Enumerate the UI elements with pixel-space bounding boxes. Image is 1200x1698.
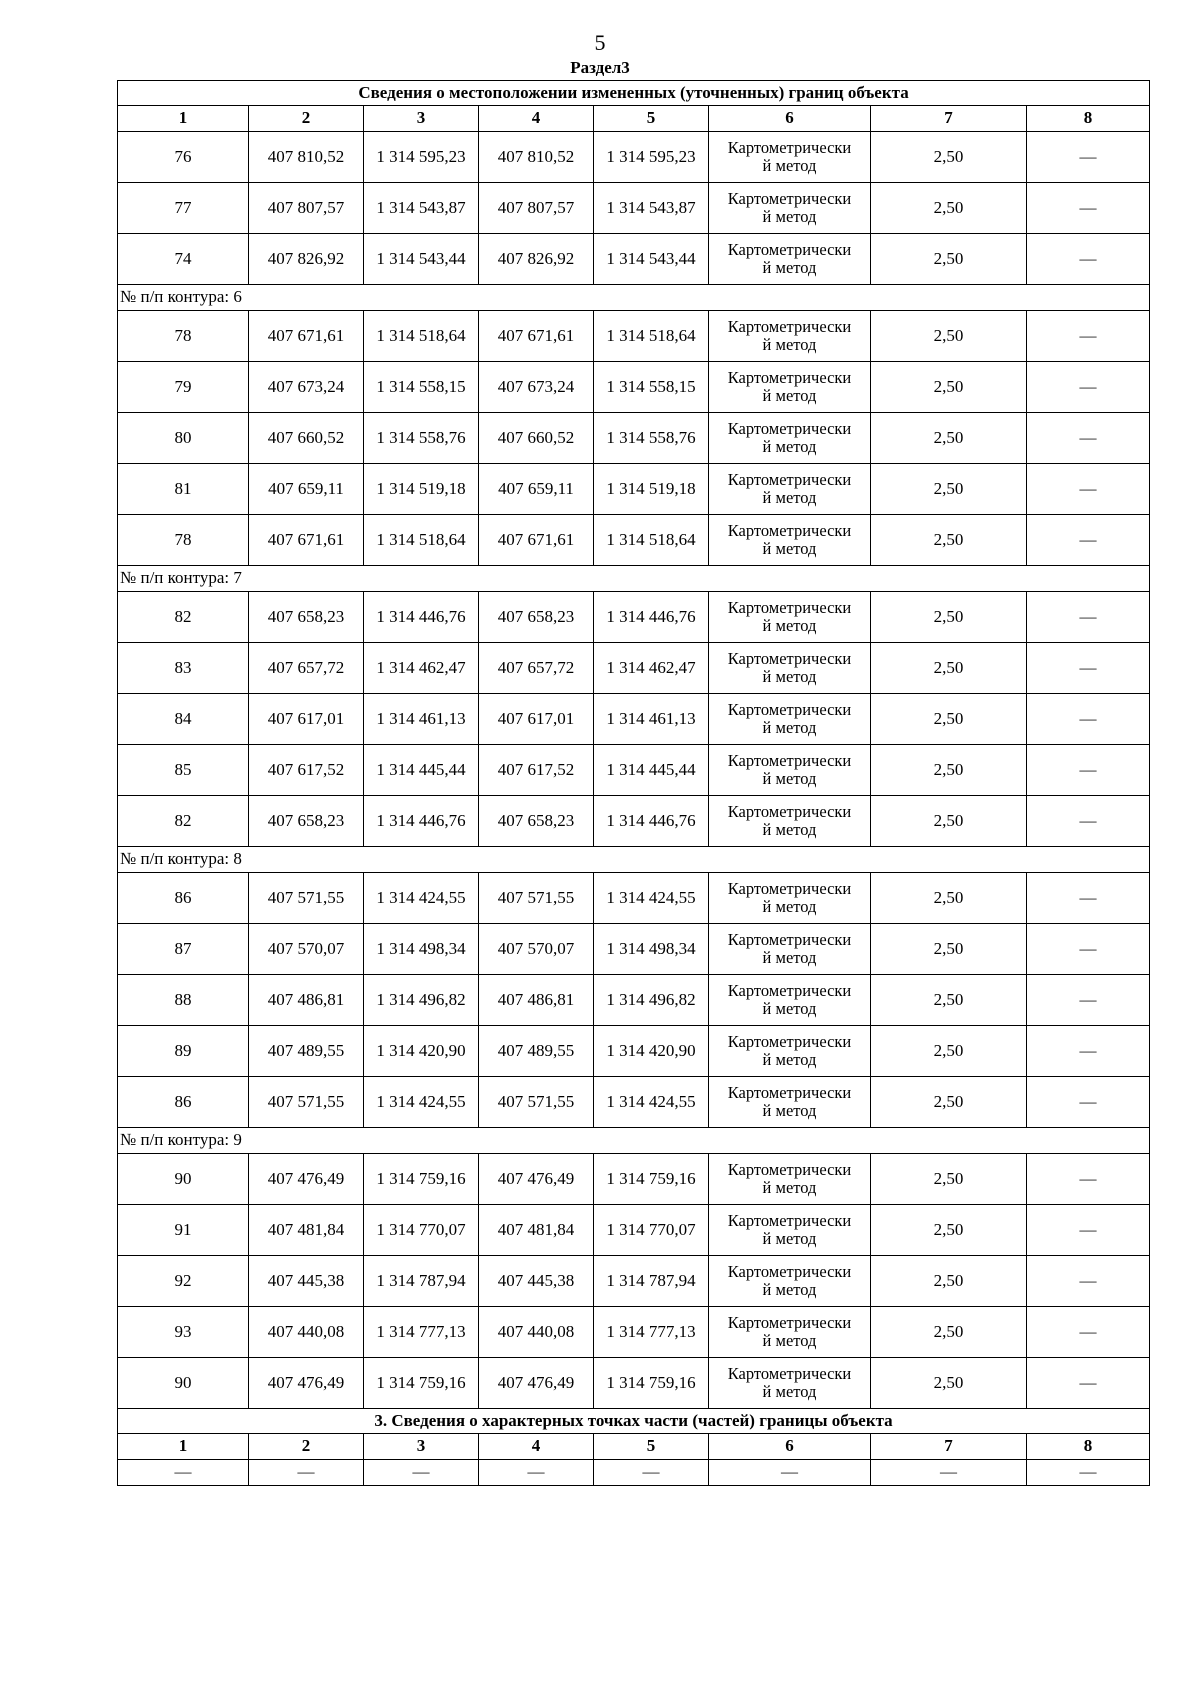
refined-y-cell: 1 314 445,44 xyxy=(594,745,709,796)
method-text-line2: й метод xyxy=(762,820,817,839)
accuracy-cell: 2,50 xyxy=(871,975,1027,1026)
existing-x-cell: 407 571,55 xyxy=(249,873,364,924)
refined-y-cell: 1 314 543,44 xyxy=(594,234,709,285)
table-row xyxy=(118,1358,1150,1409)
table-row xyxy=(118,1026,1150,1077)
existing-y-cell: 1 314 543,44 xyxy=(364,234,479,285)
existing-y-cell: 1 314 462,47 xyxy=(364,643,479,694)
table-row xyxy=(118,515,1150,566)
parts-column-header: 8 xyxy=(1027,1434,1150,1460)
refined-y-cell: 1 314 424,55 xyxy=(594,1077,709,1128)
refined-x-cell: 407 658,23 xyxy=(479,796,594,847)
contour-label: № п/п контура: 7 xyxy=(118,566,1150,592)
existing-y-cell: 1 314 498,34 xyxy=(364,924,479,975)
existing-x-cell: 407 658,23 xyxy=(249,592,364,643)
table-row xyxy=(118,1077,1150,1128)
refined-x-cell: 407 476,49 xyxy=(479,1358,594,1409)
description-cell: — xyxy=(1027,1026,1150,1077)
accuracy-cell: 2,50 xyxy=(871,694,1027,745)
accuracy-cell: 2,50 xyxy=(871,745,1027,796)
method-text-line2: й метод xyxy=(762,488,817,507)
method-text-line2: й метод xyxy=(762,897,817,916)
table-row xyxy=(118,796,1150,847)
description-cell: — xyxy=(1027,234,1150,285)
parts-empty-cell: — xyxy=(364,1460,479,1486)
table-row xyxy=(118,234,1150,285)
method-text-line2: й метод xyxy=(762,616,817,635)
existing-x-cell: 407 570,07 xyxy=(249,924,364,975)
method-text-line1: Картометрически xyxy=(727,1159,852,1179)
method-text-line1: Картометрически xyxy=(727,1261,852,1281)
accuracy-cell: 2,50 xyxy=(871,234,1027,285)
point-id-cell: 79 xyxy=(118,362,249,413)
refined-y-cell: 1 314 777,13 xyxy=(594,1307,709,1358)
refined-y-cell: 1 314 543,87 xyxy=(594,183,709,234)
refined-y-cell: 1 314 759,16 xyxy=(594,1358,709,1409)
existing-x-cell: 407 476,49 xyxy=(249,1358,364,1409)
method-text-line1: Картометрически xyxy=(727,469,852,489)
method-cell xyxy=(709,1205,871,1256)
refined-y-cell: 1 314 519,18 xyxy=(594,464,709,515)
refined-x-cell: 407 658,23 xyxy=(479,592,594,643)
description-cell: — xyxy=(1027,311,1150,362)
existing-x-cell: 407 571,55 xyxy=(249,1077,364,1128)
existing-y-cell: 1 314 445,44 xyxy=(364,745,479,796)
refined-x-cell: 407 445,38 xyxy=(479,1256,594,1307)
existing-y-cell: 1 314 496,82 xyxy=(364,975,479,1026)
table-row xyxy=(118,873,1150,924)
table-row xyxy=(118,924,1150,975)
accuracy-cell: 2,50 xyxy=(871,1026,1027,1077)
accuracy-cell: 2,50 xyxy=(871,311,1027,362)
method-text-line1: Картометрически xyxy=(727,137,852,157)
description-cell: — xyxy=(1027,1154,1150,1205)
column-header: 1 xyxy=(118,106,249,132)
existing-x-cell: 407 617,01 xyxy=(249,694,364,745)
method-text-line1: Картометрически xyxy=(727,1312,852,1332)
existing-x-cell: 407 673,24 xyxy=(249,362,364,413)
point-id-cell: 85 xyxy=(118,745,249,796)
method-cell xyxy=(709,1077,871,1128)
accuracy-cell: 2,50 xyxy=(871,592,1027,643)
point-id-cell: 82 xyxy=(118,796,249,847)
point-id-cell: 90 xyxy=(118,1154,249,1205)
point-id-cell: 91 xyxy=(118,1205,249,1256)
parts-column-header: 1 xyxy=(118,1434,249,1460)
accuracy-cell: 2,50 xyxy=(871,796,1027,847)
point-id-cell: 83 xyxy=(118,643,249,694)
accuracy-cell: 2,50 xyxy=(871,924,1027,975)
method-cell xyxy=(709,1026,871,1077)
point-id-cell: 76 xyxy=(118,132,249,183)
method-text-line2: й метод xyxy=(762,258,817,277)
parts-empty-cell: — xyxy=(479,1460,594,1486)
table-title-row xyxy=(118,81,1150,106)
refined-x-cell: 407 673,24 xyxy=(479,362,594,413)
existing-x-cell: 407 659,11 xyxy=(249,464,364,515)
method-text-line2: й метод xyxy=(762,769,817,788)
method-cell xyxy=(709,975,871,1026)
description-cell: — xyxy=(1027,745,1150,796)
refined-y-cell: 1 314 424,55 xyxy=(594,873,709,924)
table-row xyxy=(118,183,1150,234)
method-cell xyxy=(709,924,871,975)
method-text-line2: й метод xyxy=(762,667,817,686)
parts-column-header: 7 xyxy=(871,1434,1027,1460)
refined-y-cell: 1 314 496,82 xyxy=(594,975,709,1026)
parts-column-header: 3 xyxy=(364,1434,479,1460)
parts-empty-cell: — xyxy=(118,1460,249,1486)
refined-y-cell: 1 314 498,34 xyxy=(594,924,709,975)
existing-x-cell: 407 481,84 xyxy=(249,1205,364,1256)
parts-empty-cell: — xyxy=(1027,1460,1150,1486)
accuracy-cell: 2,50 xyxy=(871,1154,1027,1205)
contour-row xyxy=(118,285,1150,311)
column-header: 8 xyxy=(1027,106,1150,132)
description-cell: — xyxy=(1027,592,1150,643)
refined-y-cell: 1 314 558,15 xyxy=(594,362,709,413)
column-header-row xyxy=(118,106,1150,132)
existing-y-cell: 1 314 543,87 xyxy=(364,183,479,234)
refined-x-cell: 407 659,11 xyxy=(479,464,594,515)
existing-y-cell: 1 314 461,13 xyxy=(364,694,479,745)
description-cell: — xyxy=(1027,796,1150,847)
method-text-line2: й метод xyxy=(762,1382,817,1401)
table-row xyxy=(118,745,1150,796)
existing-x-cell: 407 657,72 xyxy=(249,643,364,694)
refined-y-cell: 1 314 446,76 xyxy=(594,592,709,643)
table-row xyxy=(118,362,1150,413)
existing-y-cell: 1 314 446,76 xyxy=(364,796,479,847)
method-text-line1: Картометрически xyxy=(727,980,852,1000)
method-text-line2: й метод xyxy=(762,718,817,737)
refined-x-cell: 407 660,52 xyxy=(479,413,594,464)
accuracy-cell: 2,50 xyxy=(871,464,1027,515)
existing-x-cell: 407 810,52 xyxy=(249,132,364,183)
parts-table-title: 3. Сведения о характерных точках части (частей) границы объекта xyxy=(118,1409,1150,1434)
existing-x-cell: 407 617,52 xyxy=(249,745,364,796)
existing-x-cell: 407 660,52 xyxy=(249,413,364,464)
page-number: 5 xyxy=(594,30,606,55)
column-header: 6 xyxy=(709,106,871,132)
refined-x-cell: 407 617,52 xyxy=(479,745,594,796)
method-text-line2: й метод xyxy=(762,1280,817,1299)
existing-y-cell: 1 314 770,07 xyxy=(364,1205,479,1256)
parts-empty-cell: — xyxy=(709,1460,871,1486)
point-id-cell: 81 xyxy=(118,464,249,515)
parts-empty-cell: — xyxy=(594,1460,709,1486)
accuracy-cell: 2,50 xyxy=(871,873,1027,924)
existing-y-cell: 1 314 518,64 xyxy=(364,515,479,566)
description-cell: — xyxy=(1027,464,1150,515)
table-row xyxy=(118,643,1150,694)
existing-x-cell: 407 476,49 xyxy=(249,1154,364,1205)
description-cell: — xyxy=(1027,1205,1150,1256)
description-cell: — xyxy=(1027,515,1150,566)
existing-y-cell: 1 314 777,13 xyxy=(364,1307,479,1358)
method-text-line1: Картометрически xyxy=(727,929,852,949)
table-row xyxy=(118,975,1150,1026)
table-row xyxy=(118,1205,1150,1256)
method-cell xyxy=(709,515,871,566)
coordinates-table xyxy=(117,80,1150,1486)
method-text-line1: Картометрически xyxy=(727,367,852,387)
refined-y-cell: 1 314 462,47 xyxy=(594,643,709,694)
existing-x-cell: 407 826,92 xyxy=(249,234,364,285)
parts-empty-cell: — xyxy=(249,1460,364,1486)
point-id-cell: 87 xyxy=(118,924,249,975)
accuracy-cell: 2,50 xyxy=(871,413,1027,464)
refined-x-cell: 407 476,49 xyxy=(479,1154,594,1205)
existing-y-cell: 1 314 424,55 xyxy=(364,1077,479,1128)
refined-y-cell: 1 314 518,64 xyxy=(594,515,709,566)
description-cell: — xyxy=(1027,1358,1150,1409)
column-header: 2 xyxy=(249,106,364,132)
point-id-cell: 93 xyxy=(118,1307,249,1358)
contour-row xyxy=(118,847,1150,873)
method-cell xyxy=(709,183,871,234)
accuracy-cell: 2,50 xyxy=(871,643,1027,694)
method-text-line2: й метод xyxy=(762,1178,817,1197)
method-text-line1: Картометрически xyxy=(727,1363,852,1383)
description-cell: — xyxy=(1027,1077,1150,1128)
description-cell: — xyxy=(1027,183,1150,234)
contour-row xyxy=(118,1128,1150,1154)
description-cell: — xyxy=(1027,924,1150,975)
point-id-cell: 90 xyxy=(118,1358,249,1409)
accuracy-cell: 2,50 xyxy=(871,1358,1027,1409)
method-text-line2: й метод xyxy=(762,207,817,226)
refined-y-cell: 1 314 558,76 xyxy=(594,413,709,464)
existing-y-cell: 1 314 424,55 xyxy=(364,873,479,924)
existing-x-cell: 407 671,61 xyxy=(249,311,364,362)
description-cell: — xyxy=(1027,873,1150,924)
description-cell: — xyxy=(1027,413,1150,464)
description-cell: — xyxy=(1027,1307,1150,1358)
existing-y-cell: 1 314 446,76 xyxy=(364,592,479,643)
method-cell xyxy=(709,311,871,362)
table-row xyxy=(118,694,1150,745)
accuracy-cell: 2,50 xyxy=(871,362,1027,413)
accuracy-cell: 2,50 xyxy=(871,1205,1027,1256)
method-text-line1: Картометрически xyxy=(727,239,852,259)
table-row xyxy=(118,1154,1150,1205)
method-cell xyxy=(709,362,871,413)
method-cell xyxy=(709,1307,871,1358)
existing-x-cell: 407 445,38 xyxy=(249,1256,364,1307)
method-text-line1: Картометрически xyxy=(727,878,852,898)
method-text-line2: й метод xyxy=(762,1229,817,1248)
refined-x-cell: 407 826,92 xyxy=(479,234,594,285)
refined-x-cell: 407 671,61 xyxy=(479,311,594,362)
method-cell xyxy=(709,464,871,515)
method-cell xyxy=(709,796,871,847)
method-cell xyxy=(709,873,871,924)
refined-x-cell: 407 617,01 xyxy=(479,694,594,745)
method-cell xyxy=(709,234,871,285)
description-cell: — xyxy=(1027,1256,1150,1307)
method-cell xyxy=(709,1256,871,1307)
point-id-cell: 77 xyxy=(118,183,249,234)
column-header: 5 xyxy=(594,106,709,132)
contour-row xyxy=(118,566,1150,592)
refined-x-cell: 407 481,84 xyxy=(479,1205,594,1256)
existing-y-cell: 1 314 595,23 xyxy=(364,132,479,183)
method-cell xyxy=(709,592,871,643)
refined-x-cell: 407 671,61 xyxy=(479,515,594,566)
existing-y-cell: 1 314 420,90 xyxy=(364,1026,479,1077)
point-id-cell: 84 xyxy=(118,694,249,745)
parts-column-header: 5 xyxy=(594,1434,709,1460)
method-text-line1: Картометрически xyxy=(727,1082,852,1102)
method-text-line2: й метод xyxy=(762,156,817,175)
method-text-line1: Картометрически xyxy=(727,188,852,208)
accuracy-cell: 2,50 xyxy=(871,183,1027,234)
point-id-cell: 74 xyxy=(118,234,249,285)
table-row xyxy=(118,592,1150,643)
method-cell xyxy=(709,745,871,796)
method-text-line1: Картометрически xyxy=(727,418,852,438)
refined-y-cell: 1 314 446,76 xyxy=(594,796,709,847)
existing-y-cell: 1 314 518,64 xyxy=(364,311,479,362)
parts-empty-cell: — xyxy=(871,1460,1027,1486)
method-text-line1: Картометрически xyxy=(727,699,852,719)
column-header: 3 xyxy=(364,106,479,132)
contour-label: № п/п контура: 8 xyxy=(118,847,1150,873)
point-id-cell: 80 xyxy=(118,413,249,464)
method-text-line2: й метод xyxy=(762,386,817,405)
column-header: 4 xyxy=(479,106,594,132)
accuracy-cell: 2,50 xyxy=(871,1307,1027,1358)
refined-y-cell: 1 314 759,16 xyxy=(594,1154,709,1205)
table-row xyxy=(118,132,1150,183)
existing-x-cell: 407 671,61 xyxy=(249,515,364,566)
parts-column-header: 2 xyxy=(249,1434,364,1460)
method-text-line2: й метод xyxy=(762,999,817,1018)
method-cell xyxy=(709,643,871,694)
parts-column-header: 4 xyxy=(479,1434,594,1460)
existing-y-cell: 1 314 558,76 xyxy=(364,413,479,464)
method-cell xyxy=(709,132,871,183)
description-cell: — xyxy=(1027,975,1150,1026)
existing-y-cell: 1 314 787,94 xyxy=(364,1256,479,1307)
point-id-cell: 78 xyxy=(118,311,249,362)
method-text-line2: й метод xyxy=(762,437,817,456)
existing-x-cell: 407 658,23 xyxy=(249,796,364,847)
refined-x-cell: 407 571,55 xyxy=(479,1077,594,1128)
parts-column-header-row xyxy=(118,1434,1150,1460)
refined-y-cell: 1 314 518,64 xyxy=(594,311,709,362)
method-text-line1: Картометрически xyxy=(727,801,852,821)
refined-x-cell: 407 486,81 xyxy=(479,975,594,1026)
method-text-line2: й метод xyxy=(762,335,817,354)
existing-y-cell: 1 314 759,16 xyxy=(364,1154,479,1205)
refined-y-cell: 1 314 420,90 xyxy=(594,1026,709,1077)
method-cell xyxy=(709,694,871,745)
contour-label: № п/п контура: 6 xyxy=(118,285,1150,311)
method-cell xyxy=(709,1154,871,1205)
description-cell: — xyxy=(1027,694,1150,745)
table-title: Сведения о местоположении измененных (уточненных) границ объекта xyxy=(118,81,1150,106)
column-header: 7 xyxy=(871,106,1027,132)
refined-x-cell: 407 571,55 xyxy=(479,873,594,924)
refined-x-cell: 407 657,72 xyxy=(479,643,594,694)
method-text-line1: Картометрически xyxy=(727,316,852,336)
refined-x-cell: 407 810,52 xyxy=(479,132,594,183)
refined-y-cell: 1 314 461,13 xyxy=(594,694,709,745)
description-cell: — xyxy=(1027,643,1150,694)
existing-x-cell: 407 489,55 xyxy=(249,1026,364,1077)
existing-x-cell: 407 486,81 xyxy=(249,975,364,1026)
table-row xyxy=(118,1307,1150,1358)
refined-y-cell: 1 314 787,94 xyxy=(594,1256,709,1307)
point-id-cell: 86 xyxy=(118,1077,249,1128)
table-row xyxy=(118,413,1150,464)
accuracy-cell: 2,50 xyxy=(871,515,1027,566)
description-cell: — xyxy=(1027,132,1150,183)
existing-y-cell: 1 314 558,15 xyxy=(364,362,479,413)
accuracy-cell: 2,50 xyxy=(871,1256,1027,1307)
method-text-line2: й метод xyxy=(762,948,817,967)
refined-x-cell: 407 489,55 xyxy=(479,1026,594,1077)
method-text-line1: Картометрически xyxy=(727,520,852,540)
refined-x-cell: 407 440,08 xyxy=(479,1307,594,1358)
method-text-line1: Картометрически xyxy=(727,597,852,617)
method-text-line2: й метод xyxy=(762,1050,817,1069)
table-row xyxy=(118,464,1150,515)
refined-x-cell: 407 570,07 xyxy=(479,924,594,975)
existing-y-cell: 1 314 759,16 xyxy=(364,1358,479,1409)
refined-x-cell: 407 807,57 xyxy=(479,183,594,234)
method-text-line2: й метод xyxy=(762,1331,817,1350)
existing-y-cell: 1 314 519,18 xyxy=(364,464,479,515)
point-id-cell: 89 xyxy=(118,1026,249,1077)
existing-x-cell: 407 440,08 xyxy=(249,1307,364,1358)
method-cell xyxy=(709,413,871,464)
point-id-cell: 88 xyxy=(118,975,249,1026)
contour-label: № п/п контура: 9 xyxy=(118,1128,1150,1154)
accuracy-cell: 2,50 xyxy=(871,132,1027,183)
section-label: Раздел3 xyxy=(570,58,630,77)
refined-y-cell: 1 314 770,07 xyxy=(594,1205,709,1256)
method-text-line2: й метод xyxy=(762,539,817,558)
existing-x-cell: 407 807,57 xyxy=(249,183,364,234)
method-text-line2: й метод xyxy=(762,1101,817,1120)
method-text-line1: Картометрически xyxy=(727,1210,852,1230)
method-cell xyxy=(709,1358,871,1409)
accuracy-cell: 2,50 xyxy=(871,1077,1027,1128)
description-cell: — xyxy=(1027,362,1150,413)
method-text-line1: Картометрически xyxy=(727,1031,852,1051)
method-text-line1: Картометрически xyxy=(727,648,852,668)
point-id-cell: 82 xyxy=(118,592,249,643)
point-id-cell: 78 xyxy=(118,515,249,566)
point-id-cell: 86 xyxy=(118,873,249,924)
parts-empty-row xyxy=(118,1460,1150,1486)
table-row xyxy=(118,311,1150,362)
parts-title-row xyxy=(118,1409,1150,1434)
method-text-line1: Картометрически xyxy=(727,750,852,770)
parts-column-header: 6 xyxy=(709,1434,871,1460)
point-id-cell: 92 xyxy=(118,1256,249,1307)
refined-y-cell: 1 314 595,23 xyxy=(594,132,709,183)
table-row xyxy=(118,1256,1150,1307)
